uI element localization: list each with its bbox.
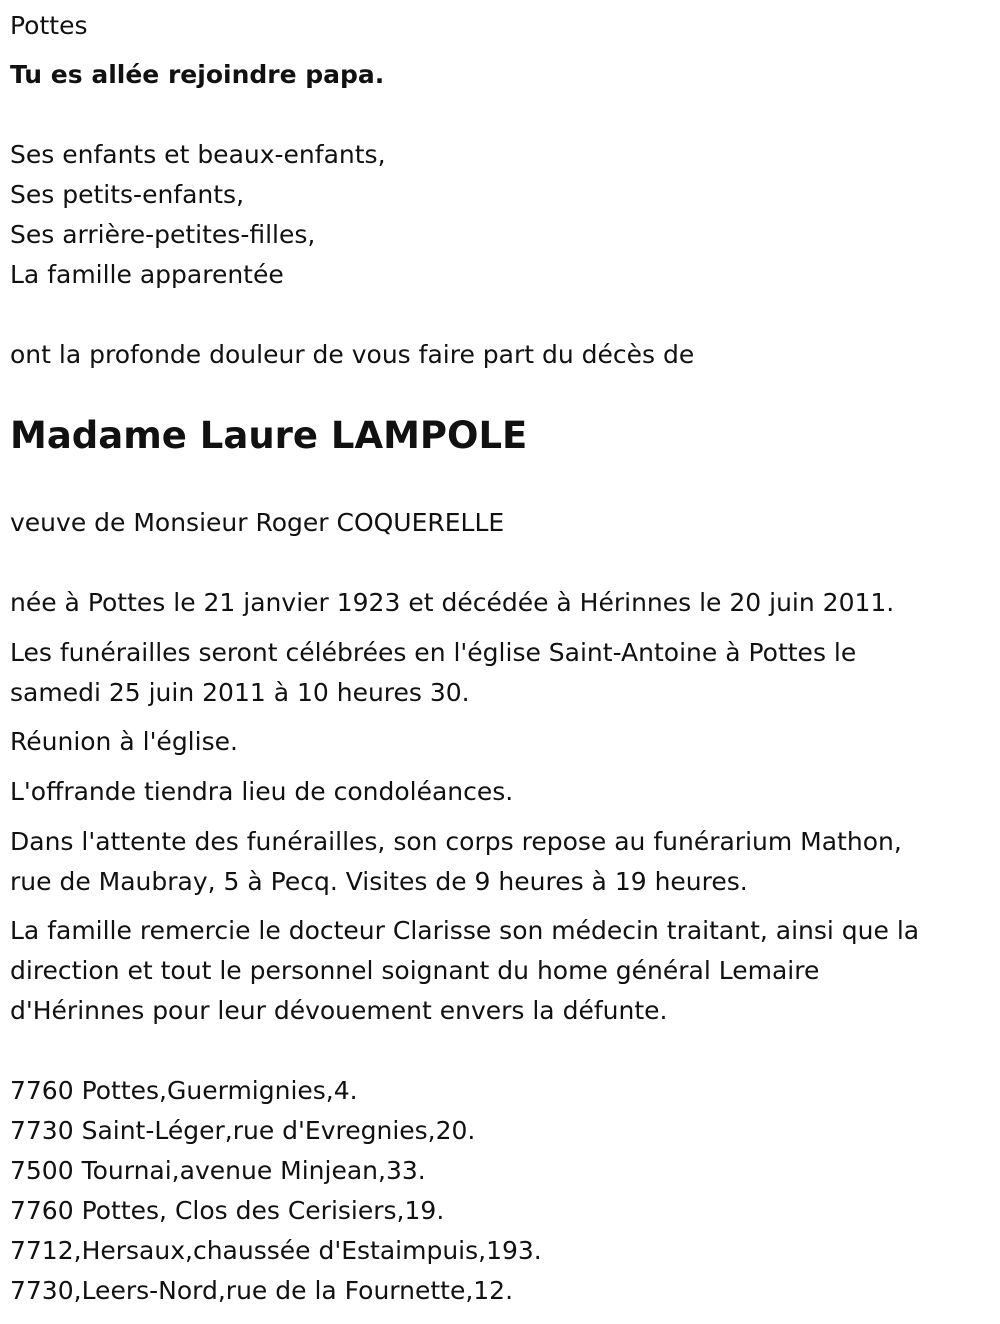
address-line: 7500 Tournai,avenue Minjean,33. <box>10 1156 426 1185</box>
visitation-line: Dans l'attente des funérailles, son corps repose au funérarium Mathon, <box>10 827 902 856</box>
epitaph-text: Tu es allée rejoindre papa. <box>10 60 385 89</box>
family-line: Ses arrière-petites-filles, <box>10 220 316 249</box>
thanks-line: direction et tout le personnel soignant du home général Lemaire <box>10 956 820 985</box>
address-line: 7712,Hersaux,chaussée d'Estaimpuis,193. <box>10 1236 542 1265</box>
address-line: 7730,Leers-Nord,rue de la Fournette,12. <box>10 1276 514 1305</box>
funeral-line: samedi 25 juin 2011 à 10 heures 30. <box>10 678 470 707</box>
deceased-name: Madame Laure LAMPOLE <box>10 414 528 457</box>
address-line: 7760 Pottes,Guermignies,4. <box>10 1076 358 1105</box>
birth-death-text: née à Pottes le 21 janvier 1923 et décédée à Hérinnes le 20 juin 2011. <box>10 588 895 617</box>
family-line: La famille apparentée <box>10 260 284 289</box>
family-line: Ses petits-enfants, <box>10 180 245 209</box>
address-line: 7760 Pottes, Clos des Cerisiers,19. <box>10 1196 445 1225</box>
spouse-text: veuve de Monsieur Roger COQUERELLE <box>10 508 505 537</box>
thanks-line: d'Hérinnes pour leur dévouement envers la défunte. <box>10 996 668 1025</box>
location-text: Pottes <box>10 11 88 40</box>
offering-text: L'offrande tiendra lieu de condoléances. <box>10 777 514 806</box>
announcement-text: ont la profonde douleur de vous faire part du décès de <box>10 340 695 369</box>
visitation-line: rue de Maubray, 5 à Pecq. Visites de 9 heures à 19 heures. <box>10 867 748 896</box>
family-line: Ses enfants et beaux-enfants, <box>10 140 386 169</box>
funeral-line: Les funérailles seront célébrées en l'église Saint-Antoine à Pottes le <box>10 638 857 667</box>
meeting-text: Réunion à l'église. <box>10 727 238 756</box>
thanks-line: La famille remercie le docteur Clarisse son médecin traitant, ainsi que la <box>10 916 920 945</box>
address-line: 7730 Saint-Léger,rue d'Evregnies,20. <box>10 1116 476 1145</box>
